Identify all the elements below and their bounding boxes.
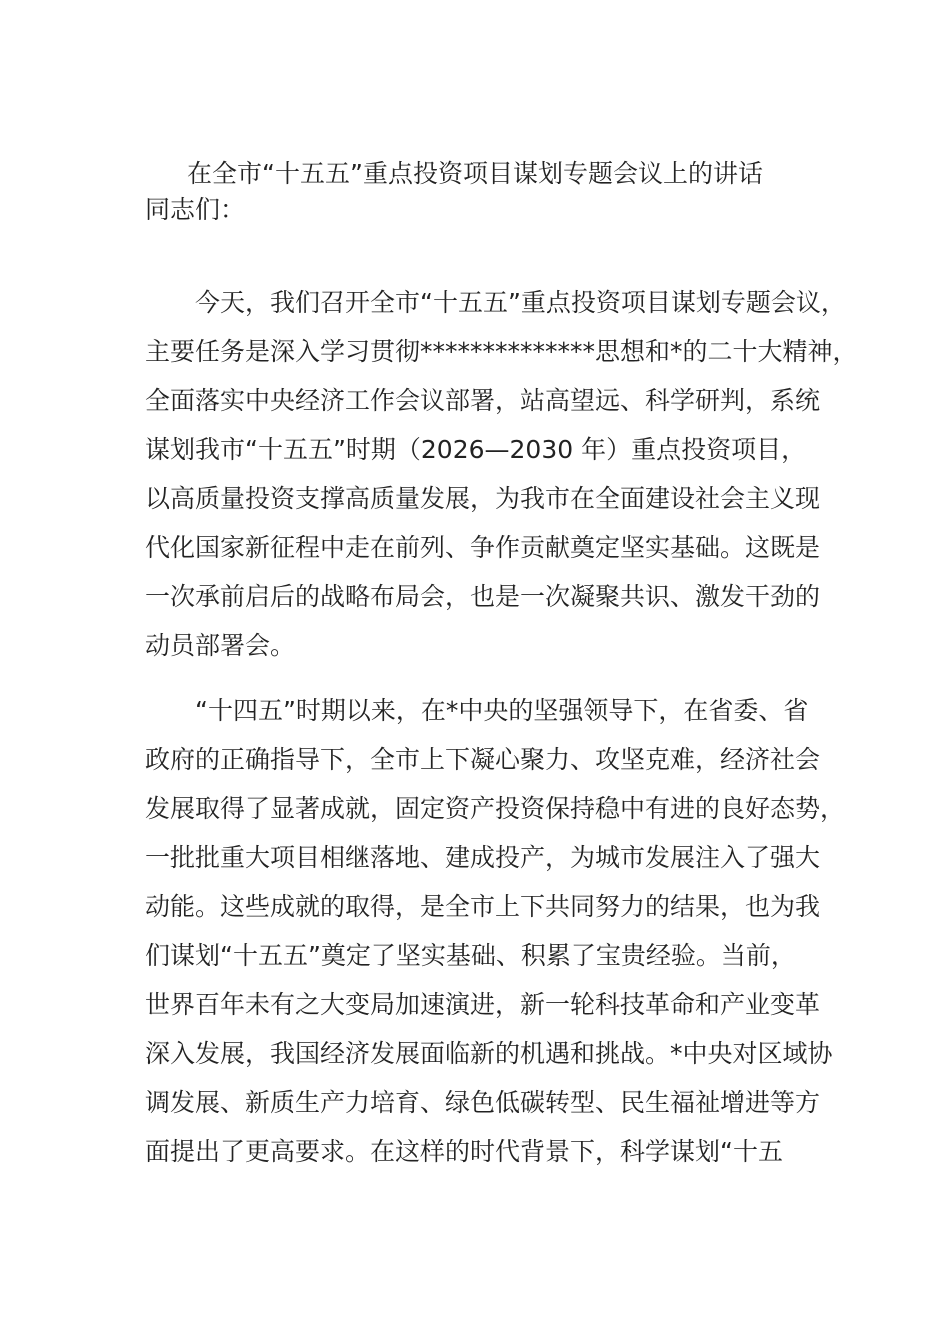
paragraph-line: 一次承前启后的战略布局会，也是一次凝聚共识、激发干劲的: [145, 582, 821, 611]
salutation: 同志们：: [145, 195, 246, 224]
paragraph-line: 谋划我市“十五五”时期（2026—2030 年）重点投资项目，: [145, 435, 807, 464]
paragraph-line: 主要任务是深入学习贯彻**************思想和*的二十大精神，: [145, 337, 858, 366]
paragraph-line: 以高质量投资支撑高质量发展，为我市在全面建设社会主义现: [145, 484, 821, 513]
paragraph-2: [145, 686, 846, 1176]
paragraph-line: 动员部署会。: [145, 631, 296, 660]
paragraph-line: 调发展、新质生产力培育、绿色低碳转型、民生福祉增进等方: [145, 1088, 821, 1117]
paragraph-line: 政府的正确指导下，全市上下凝心聚力、攻坚克难，经济社会: [145, 745, 821, 774]
document-title: 在全市“十五五”重点投资项目谋划专题会议上的讲话: [187, 159, 763, 188]
paragraph-line: 世界百年未有之大变局加速演进，新一轮科技革命和产业变革: [145, 990, 821, 1019]
paragraph-line: 一批批重大项目相继落地、建成投产，为城市发展注入了强大: [145, 843, 821, 872]
paragraph-line: “十四五”时期以来，在*中央的坚强领导下，在省委、省: [145, 696, 809, 725]
paragraph-line: 面提出了更高要求。在这样的时代背景下，科学谋划“十五: [145, 1137, 783, 1166]
paragraph-line: 深入发展，我国经济发展面临新的机遇和挑战。*中央对区域协: [145, 1039, 833, 1068]
paragraph-line: 全面落实中央经济工作会议部署，站高望远、科学研判，系统: [145, 386, 821, 415]
paragraph-line: 动能。这些成就的取得，是全市上下共同努力的结果，也为我: [145, 892, 821, 921]
paragraph-1: [145, 278, 858, 670]
paragraph-line: 代化国家新征程中走在前列、争作贡献奠定坚实基础。这既是: [145, 533, 821, 562]
paragraph-line: 们谋划“十五五”奠定了坚实基础、积累了宝贵经验。当前，: [145, 941, 796, 970]
paragraph-line: 发展取得了显著成就，固定资产投资保持稳中有进的良好态势，: [145, 794, 846, 823]
paragraph-line: 今天，我们召开全市“十五五”重点投资项目谋划专题会议，: [145, 288, 846, 317]
